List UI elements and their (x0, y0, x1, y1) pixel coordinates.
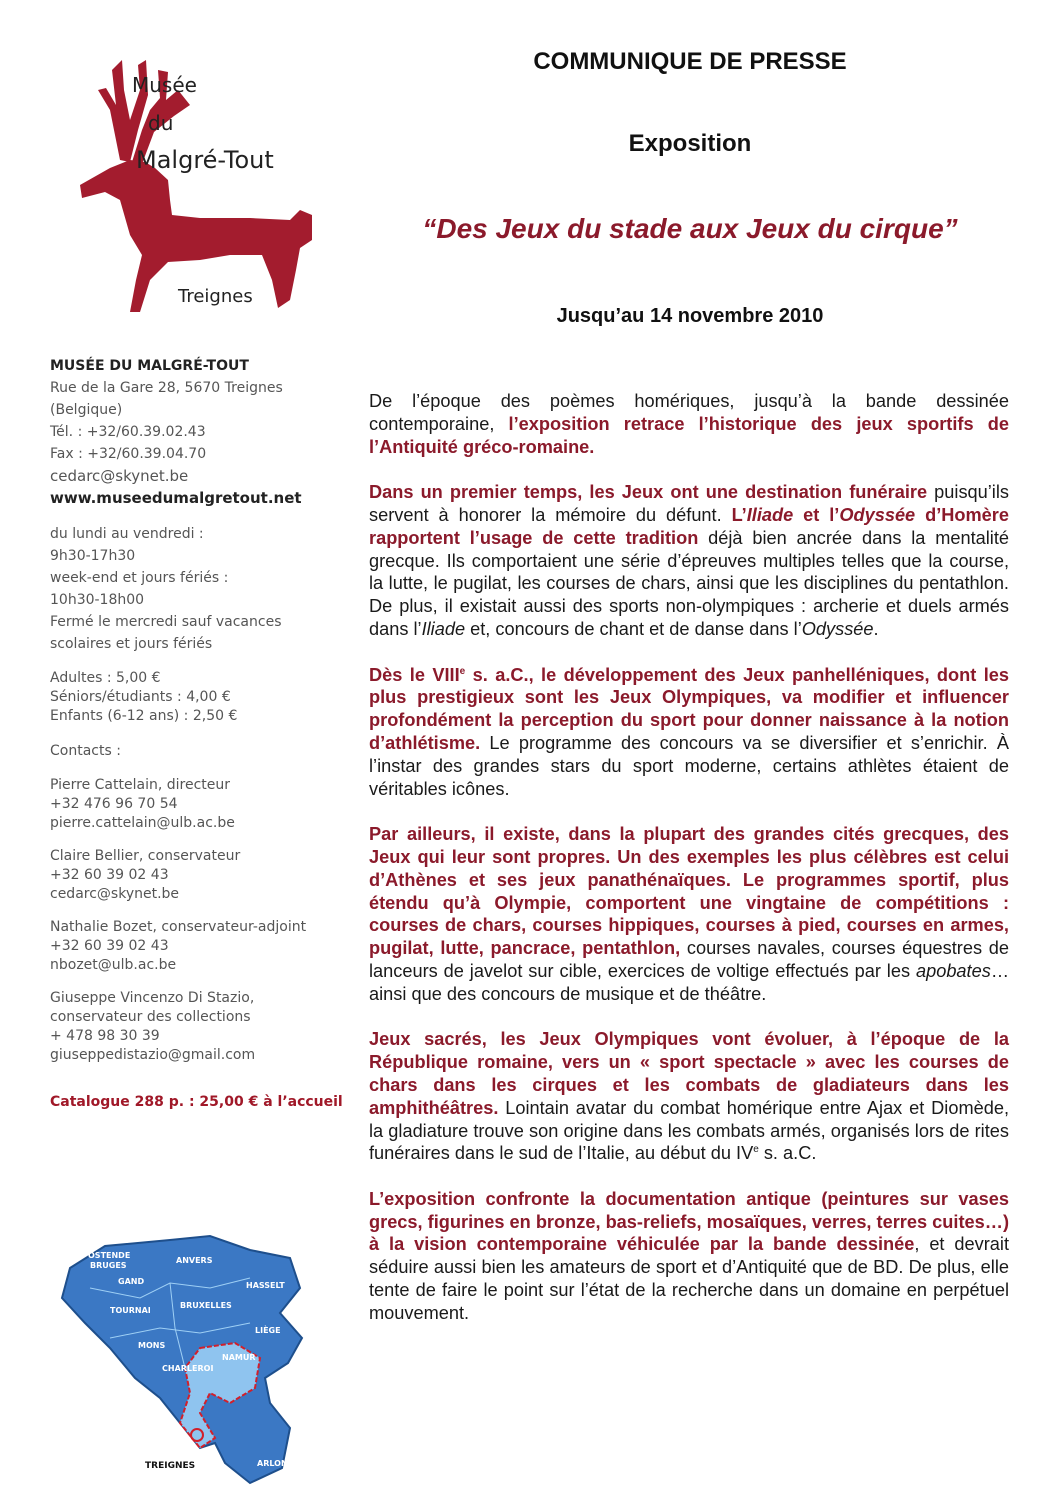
opening-hours (50, 523, 350, 655)
map-city-label: TOURNAI (110, 1306, 151, 1315)
logo-line3: Malgré-Tout (136, 146, 274, 174)
belgium-map (50, 1228, 310, 1493)
map-city-label: CHARLEROI (162, 1364, 214, 1373)
text-segment: l’exposition retrace l’historique des jeux sportifs de l’Antiquité gréco-romaine. (369, 413, 1009, 457)
website-link[interactable]: www.museedumalgretout.net (50, 489, 302, 507)
logo-line1: Musée (132, 73, 197, 97)
paragraph (369, 1028, 1009, 1165)
contact-block (50, 918, 350, 975)
contact-email[interactable]: giuseppedistazio@gmail.com (50, 1047, 256, 1063)
contact-phone: +32 60 39 02 43 (50, 938, 169, 954)
hours-line: Fermé le mercredi sauf vacances (50, 614, 282, 630)
paragraph (369, 664, 1009, 801)
telephone: Tél. : +32/60.39.02.43 (50, 424, 206, 440)
contacts-label: Contacts : (50, 743, 121, 759)
text-segment: L’exposition confronte la documentation antique (peintures sur vases grecs, figurines en bronze, bas-reliefs, mosaïques, verres, terres cuites…) à la vision contemporaine véhiculée par la bande dessinée (369, 1188, 1009, 1255)
text-segment: , et devrait séduire aussi bien les amateurs de sport et d’Antiquité que de BD. De plus, elle tente de faire le point sur l’état de la recherche dans un domaine en perpétuel mouvement. (369, 1234, 1009, 1323)
price-line: Séniors/étudiants : 4,00 € (50, 689, 231, 705)
text-segment: Dès le VIII (369, 664, 460, 685)
text-segment: s. a.C. (758, 1143, 817, 1164)
text-segment: s. a.C., le développement des Jeux panhelléniques, dont les plus prestigieux sont les Jeux Olympiques, va modifier et influencer profondément la perception du sport pour donner naissance à la notion d’athlétisme. (369, 664, 1009, 753)
contact-email[interactable]: cedarc@skynet.be (50, 886, 180, 902)
contact-email[interactable]: nbozet@ulb.ac.be (50, 957, 177, 973)
contact-block (50, 989, 350, 1065)
text-segment: courses navales, courses équestres de lanceurs de javelot sur cible, exercices de voltige effectués par les (369, 938, 1009, 981)
contact-block (50, 847, 350, 904)
map-city-label: GAND (118, 1277, 145, 1286)
map-city-label: BRUGES (90, 1261, 127, 1270)
press-release-title: COMMUNIQUE DE PRESSE (533, 48, 847, 75)
hours-line: du lundi au vendredi : (50, 526, 204, 542)
text-segment: Jeux sacrés, les Jeux Olympiques vont évoluer, à l’époque de la République romaine, vers un « sport spectacle » avec les courses de chars dans les cirques et les combats de gladiateurs dans les amphithéâtres. (369, 1029, 1009, 1118)
email-link[interactable]: cedarc@skynet.be (50, 467, 189, 485)
contact-name: Nathalie Bozet, conservateur-adjoint (50, 919, 307, 935)
text-segment: puisqu’ils servent à honorer la mémoire du défunt. (369, 482, 1009, 525)
map-city-label: OSTENDE (88, 1251, 131, 1260)
hours-line: scolaires et jours fériés (50, 636, 213, 652)
museum-name: MUSÉE DU MALGRÉ-TOUT (50, 358, 249, 374)
text-segment: Dans un premier temps, les Jeux ont une destination funéraire (369, 482, 928, 503)
logo-line2: du (148, 111, 174, 135)
text-segment: e (753, 1144, 759, 1156)
contact-name: Pierre Cattelain, directeur (50, 777, 231, 793)
text-segment: Iliade (746, 504, 794, 525)
map-city-label: MONS (138, 1341, 166, 1350)
sidebar-info (50, 355, 350, 1113)
map-city-label: ARLON (257, 1459, 288, 1468)
contact-phone: +32 476 96 70 54 (50, 796, 178, 812)
map-city-label: HASSELT (246, 1281, 285, 1290)
text-segment: apobates (915, 960, 991, 981)
paragraph (369, 823, 1009, 1005)
text-segment: L’ (731, 504, 747, 525)
address-line-2: (Belgique) (50, 402, 123, 418)
map-city-label: BRUXELLES (180, 1301, 232, 1310)
contact-block (50, 776, 350, 833)
hours-line: 10h30-18h00 (50, 592, 145, 608)
map-city-label: ANVERS (176, 1256, 213, 1265)
map-city-label: LIÈGE (255, 1326, 281, 1335)
text-segment: Lointain avatar du combat homérique entre Ajax et Diomède, la gladiature trouve son origine dans les combats armés, organisés lors de rites funéraires dans le sud de l’Italie, au début du IV (369, 1097, 1009, 1164)
text-segment: Odyssée (801, 618, 874, 639)
contact-name: Giuseppe Vincenzo Di Stazio, (50, 990, 255, 1006)
exhibition-title: “Des Jeux du stade aux Jeux du cirque” (422, 213, 958, 244)
text-segment: … ainsi que des concours de musique et de théâtre. (369, 960, 1009, 1004)
fax: Fax : +32/60.39.04.70 (50, 446, 207, 462)
map-country-shape (62, 1236, 302, 1483)
press-release-body (369, 390, 1009, 1347)
paragraph (369, 390, 1009, 458)
text-segment: Par ailleurs, il existe, dans la plupart des grandes cités grecques, des Jeux qui leur sont propres. Un des exemples les plus célèbres est celui d’Athènes et ses jeux panathénaïques. Le programmes sportif, plus étendu qu’à Olympie, comportent une vingtaine de compétitions : courses de chars, courses hippiques, courses à pied, courses en armes, pugilat, lutte, pancrace, pentathlon, (369, 824, 1009, 959)
map-city-label: TREIGNES (145, 1461, 196, 1471)
text-segment: Le programme des concours va se diversifier et s’enrichir. À l’instar des grandes stars du sport moderne, certains athlètes étaient de véritables icônes. (369, 732, 1009, 799)
price-line: Enfants (6-12 ans) : 2,50 € (50, 708, 238, 724)
catalogue-info: Catalogue 288 p. : 25,00 € à l’accueil (50, 1094, 343, 1110)
text-segment: Odyssée (839, 504, 916, 525)
museum-logo (50, 50, 330, 320)
paragraph (369, 481, 1009, 641)
contact-name: Claire Bellier, conservateur (50, 848, 241, 864)
map-city-label: NAMUR (222, 1353, 256, 1362)
text-segment: . (873, 618, 879, 639)
reindeer-icon (80, 60, 312, 312)
text-segment: d’Homère rapportent l’usage de cette tradition (369, 504, 1009, 548)
price-line: Adultes : 5,00 € (50, 670, 161, 686)
contact-email[interactable]: pierre.cattelain@ulb.ac.be (50, 815, 235, 831)
hours-line: 9h30-17h30 (50, 548, 136, 564)
prices (50, 669, 350, 726)
exhibition-label: Exposition (628, 130, 752, 157)
text-segment: déjà bien ancrée dans la mentalité grecque. Ils comportaient une série d’épreuves multiples telles que la course, la lutte, le pugilat, les courses de chars, ainsi que les disciplines du pentathlon. De plus, il existait aussi des sports non-olympiques : archerie et duels armés dans l’ (369, 527, 1009, 639)
contact-phone: + 478 98 30 39 (50, 1028, 160, 1044)
address-line-1: Rue de la Gare 28, 5670 Treignes (50, 380, 283, 396)
hours-line: week-end et jours fériés : (50, 570, 229, 586)
text-segment: et l’ (793, 504, 840, 525)
text-segment: e (459, 665, 466, 677)
text-segment: Iliade (421, 618, 466, 639)
paragraph (369, 1188, 1009, 1325)
text-segment: et, concours de chant et de danse dans l’ (465, 618, 802, 639)
logo-line4: Treignes (178, 286, 253, 307)
text-segment: De l’époque des poèmes homériques, jusqu’à la bande dessinée contemporaine, (369, 391, 1009, 434)
contact-phone: +32 60 39 02 43 (50, 867, 169, 883)
exhibition-date: Jusqu’au 14 novembre 2010 (556, 305, 824, 327)
contact-role: conservateur des collections (50, 1009, 251, 1025)
